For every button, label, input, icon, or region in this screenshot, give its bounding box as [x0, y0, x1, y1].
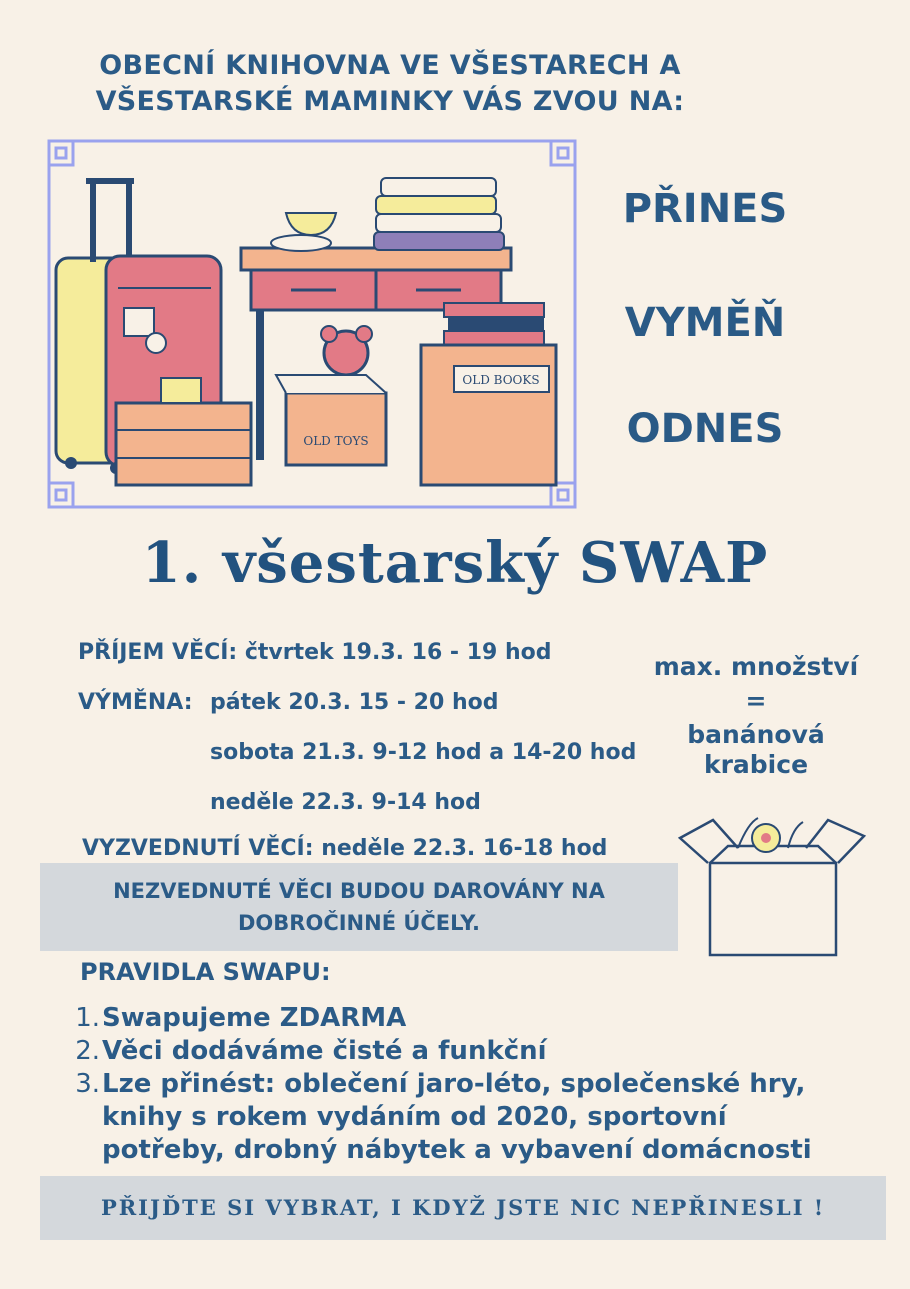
slogan-bring: PŘINES: [622, 186, 788, 232]
limit-line-4: krabice: [703, 750, 809, 779]
limit-line-3: banánová: [687, 720, 825, 749]
slogan-take: ODNES: [626, 406, 784, 452]
pickup-row: [82, 836, 607, 861]
donation-notice: [40, 863, 678, 951]
books-box-icon: [421, 303, 556, 485]
slogan-swap: VYMĚŇ: [624, 300, 786, 346]
header-line-2: VŠESTARSKÉ MAMINKY VÁS ZVOU NA:: [95, 86, 685, 117]
banana-box-icon: [678, 808, 868, 958]
notice-line-2: DOBROČINNÉ ÚČELY.: [238, 911, 480, 935]
pickup-value: neděle 22.3. 16-18 hod: [321, 836, 608, 861]
limit-note: [636, 650, 876, 782]
toy-box-icon: [276, 326, 386, 465]
limit-line-2: =: [745, 686, 767, 715]
rule-text: Věci dodáváme čisté a funkční: [102, 1036, 547, 1066]
event-title: 1. všestarský SWAP: [141, 530, 769, 596]
intake-row: [78, 640, 552, 665]
rule-text-line-1: Lze přinést: oblečení jaro-léto, společenské hry,: [102, 1069, 806, 1099]
rule-number: 1.: [75, 1003, 100, 1033]
rule-text: Swapujeme ZDARMA: [102, 1003, 407, 1033]
header: [60, 48, 720, 120]
rule-item: [72, 1068, 872, 1167]
header-line-1: OBECNÍ KNIHOVNA VE VŠESTARECH A: [99, 50, 681, 81]
rules-title: PRAVIDLA SWAPU:: [80, 958, 331, 986]
intake-value: čtvrtek 19.3. 16 - 19 hod: [244, 640, 552, 665]
footer-banner: PŘIJĎTE SI VYBRAT, I KDYŽ JSTE NIC NEPŘINESLI !: [40, 1176, 886, 1240]
rule-number: 3.: [75, 1069, 100, 1099]
toy-box-label: OLD TOYS: [303, 434, 369, 448]
rule-item: [72, 1035, 872, 1068]
rule-text-line-2: knihy s rokem vydáním od 2020, sportovní: [102, 1102, 727, 1132]
pickup-label: VYZVEDNUTÍ VĚCÍ:: [82, 836, 314, 861]
swap-label: VÝMĚNA:: [78, 690, 193, 715]
limit-line-1: max. množství: [653, 652, 859, 681]
swap-day-3: neděle 22.3. 9-14 hod: [210, 790, 481, 815]
rule-text-line-3: potřeby, drobný nábytek a vybavení domácnosti: [102, 1135, 812, 1165]
rule-item: [72, 1002, 872, 1035]
swap-day-1: pátek 20.3. 15 - 20 hod: [210, 690, 499, 715]
intake-label: PŘÍJEM VĚCÍ:: [78, 640, 238, 665]
rule-number: 2.: [75, 1036, 100, 1066]
swap-day-2: sobota 21.3. 9-12 hod a 14-20 hod: [210, 740, 637, 765]
rules-list: [72, 1002, 872, 1167]
illustration-frame: [46, 138, 578, 510]
books-box-label: OLD BOOKS: [462, 373, 540, 387]
notice-line-1: NEZVEDNUTÉ VĚCI BUDOU DAROVÁNY NA: [113, 879, 605, 903]
